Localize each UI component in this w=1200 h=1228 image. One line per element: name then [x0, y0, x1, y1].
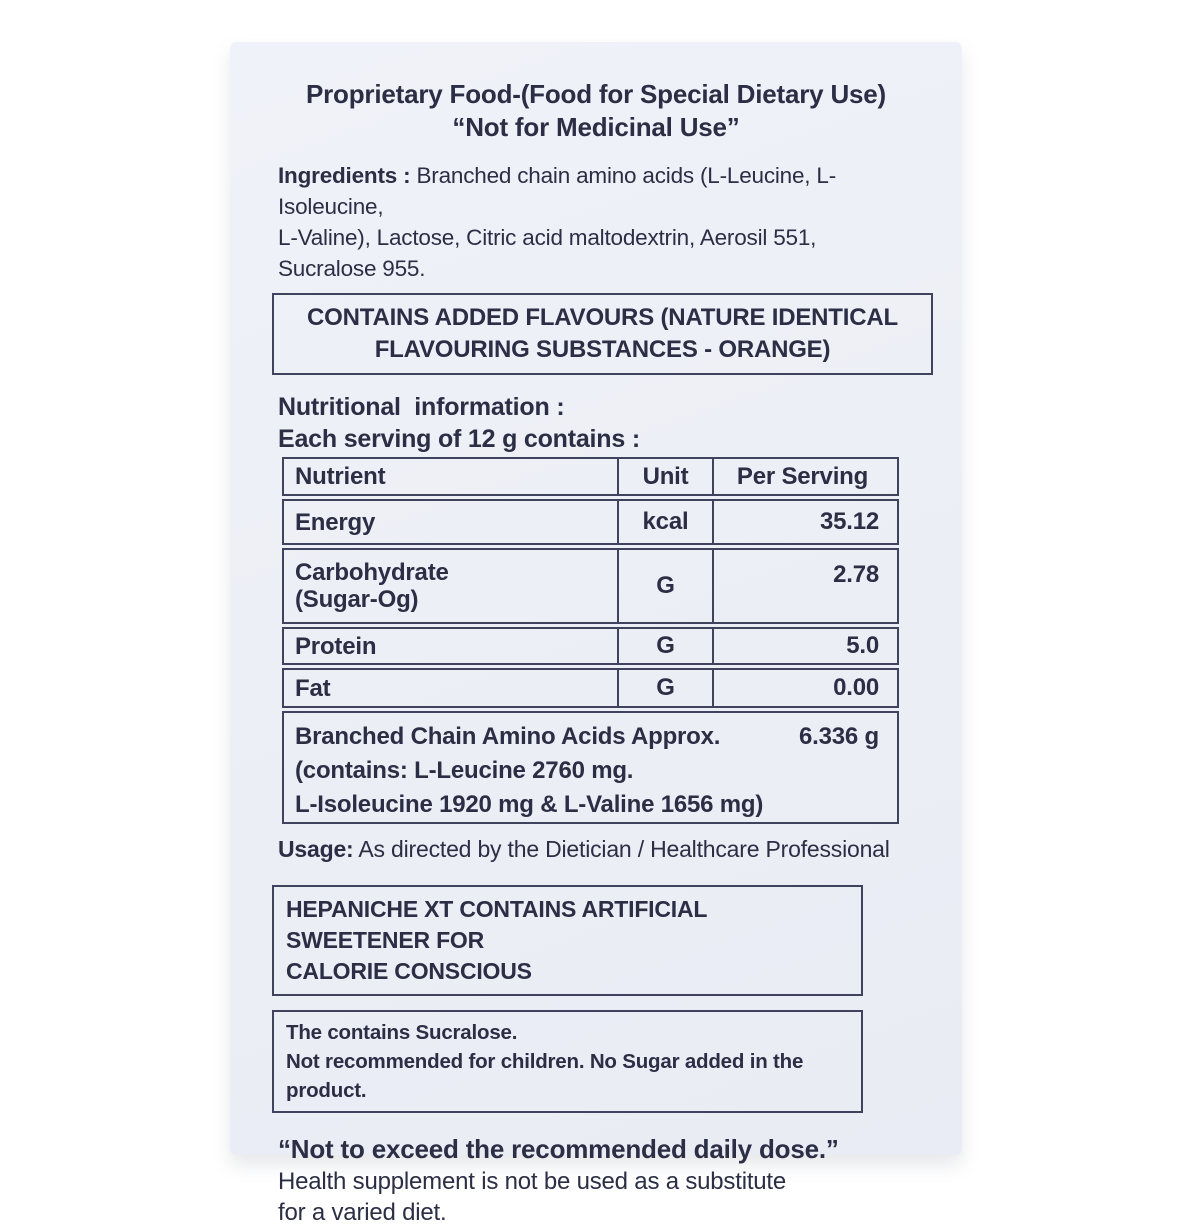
sucralose-warning-box [272, 1010, 863, 1113]
sweetener-line1: HEPANICHE XT CONTAINS ARTIFICIAL SWEETENER FOR [286, 896, 707, 953]
added-flavours-line2: FLAVOURING SUBSTANCES - ORANGE) [374, 336, 831, 363]
daily-dose-warning: “Not to exceed the recommended daily dose.” [278, 1134, 839, 1164]
carbohydrate-value: 2.78 [833, 561, 879, 588]
bcaa-line1 [295, 720, 879, 754]
sweetener-line2: CALORIE CONSCIOUS [286, 958, 532, 984]
table-row-bcaa [282, 711, 899, 824]
table-row-fat [282, 668, 899, 708]
bcaa-line2: (contains: L-Leucine 2760 mg. [295, 757, 634, 784]
added-flavours-box [272, 293, 933, 375]
header-per-serving: Per Serving [736, 462, 869, 490]
fat-name: Fat [295, 674, 331, 702]
carbohydrate-name-line2: (Sugar-Og) [295, 586, 419, 613]
header-unit: Unit [617, 459, 714, 494]
nutrition-headings [278, 391, 962, 455]
protein-unit: G [617, 629, 714, 663]
fat-unit: G [617, 670, 714, 706]
label-title [242, 78, 950, 144]
ingredients-label: Ingredients : [278, 163, 411, 188]
nutrition-table [282, 457, 899, 824]
usage-text: As directed by the Dietician / Healthcare Professional [353, 836, 890, 862]
header-nutrient: Nutrient [295, 463, 386, 490]
table-row-energy [282, 499, 899, 545]
artificial-sweetener-box [272, 885, 863, 996]
table-row-protein [282, 627, 899, 665]
bcaa-name: Branched Chain Amino Acids Approx. [295, 723, 721, 750]
bottom-warnings [278, 1133, 962, 1228]
added-flavours-line1: CONTAINS ADDED FLAVOURS (NATURE IDENTICAL [307, 304, 898, 331]
table-row-carbohydrate [282, 548, 899, 624]
bcaa-line3: L-Isoleucine 1920 mg & L-Valine 1656 mg) [295, 791, 764, 818]
fat-value: 0.00 [833, 674, 879, 701]
ingredients-line1-text: Branched chain amino acids (L-Leucine, L-Isoleucine, [278, 163, 837, 219]
title-line-proprietary-food: Proprietary Food-(Food for Special Dietary Use) [305, 79, 887, 109]
nutrition-table-header-row [282, 457, 899, 496]
supplement-note-line2: for a varied diet. [278, 1199, 447, 1226]
sucralose-line1: The contains Sucralose. [286, 1021, 518, 1044]
carbohydrate-name-line1: Carbohydrate [295, 559, 449, 586]
label-panel [230, 42, 962, 1226]
ingredients-line2: L-Valine), Lactose, Citric acid maltodextrin, Aerosil 551, [278, 225, 817, 250]
nutritional-information-heading: Nutritional information : [278, 393, 565, 421]
serving-size-heading: Each serving of 12 g contains : [278, 425, 640, 453]
ingredients-line1 [278, 160, 924, 222]
protein-value: 5.0 [846, 632, 879, 659]
energy-value: 35.12 [819, 508, 879, 535]
carbohydrate-name [284, 559, 617, 613]
supplement-note-line1: Health supplement is not be used as a substitute [278, 1168, 787, 1195]
usage-note [278, 834, 962, 864]
carbohydrate-unit: G [617, 550, 714, 622]
ingredients-section [278, 160, 924, 284]
title-line-not-medicinal: “Not for Medicinal Use” [452, 112, 740, 142]
energy-name: Energy [295, 508, 376, 536]
energy-unit: kcal [617, 501, 714, 543]
sucralose-line2: Not recommended for children. No Sugar added in the product. [286, 1050, 804, 1102]
bcaa-amount: 6.336 g [799, 723, 879, 750]
protein-name: Protein [295, 632, 377, 660]
usage-label: Usage: [278, 836, 354, 862]
ingredients-line3: Sucralose 955. [278, 256, 426, 281]
